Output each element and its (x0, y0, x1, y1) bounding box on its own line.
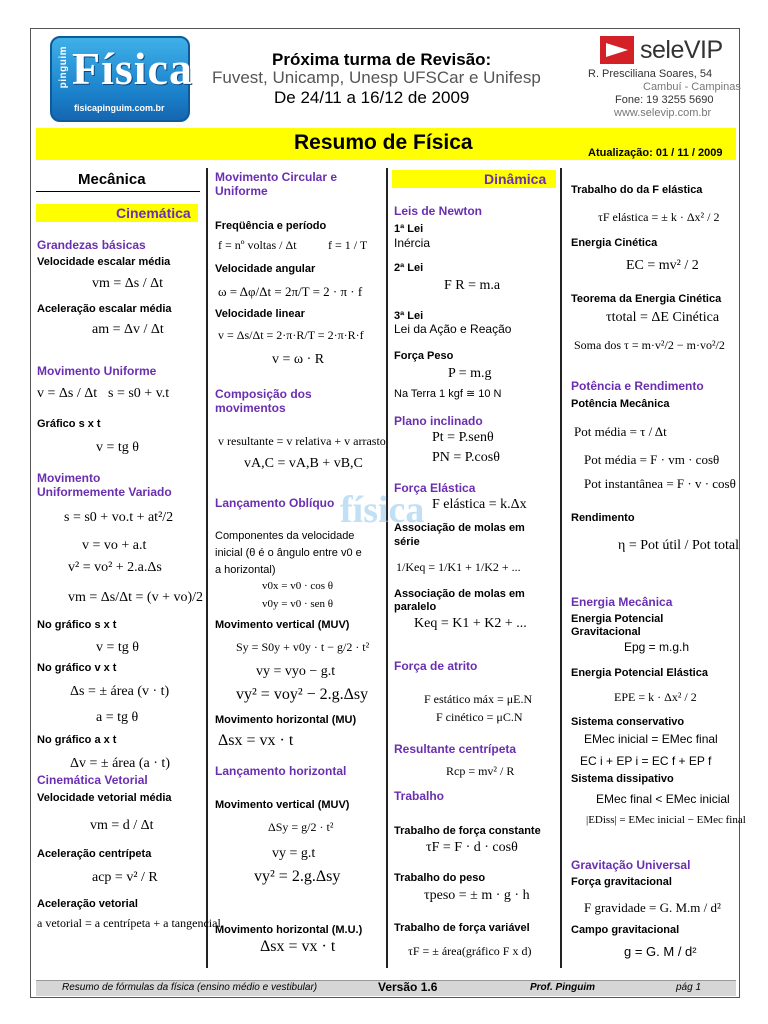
logo-side-text: pinguim (58, 46, 69, 89)
formula-atrito1: F estático máx = μE.N (424, 692, 533, 706)
label-campo-grav: Campo gravitacional (571, 924, 680, 936)
column-divider (560, 168, 562, 968)
formula-teo1: τtotal = ΔE Cinética (606, 310, 720, 325)
label-graf-sxt: Gráfico s x t (37, 418, 101, 430)
formula-diss2: |EDiss| = EMec inicial − EMec final (586, 814, 746, 826)
formula-atrito2: F cinético = μC.N (436, 710, 523, 724)
formula-pt: Pt = P.senθ (432, 430, 494, 445)
label-no-graf-vxt: No gráfico v x t (37, 662, 117, 674)
label-en-cin: Energia Cinética (571, 237, 658, 249)
label-lei1: 1ª Lei (394, 223, 424, 235)
logo-main-text: Física (72, 43, 193, 94)
page-title: Resumo de Física (294, 131, 473, 154)
footer-description: Resumo de fórmulas da física (ensino médio e vestibular) (62, 982, 318, 993)
formula-vyg: vy = g.t (272, 846, 316, 861)
column-divider (206, 168, 208, 968)
text-terra: Na Terra 1 kgf ≅ 10 N (394, 388, 502, 400)
label-en-pot-grav2: Gravitacional (571, 626, 641, 638)
header-line2: Fuvest, Unicamp, Unesp UFSCar e Unifesp (212, 68, 541, 87)
formula-omega: ω = Δφ/Δt = 2π/T = 2 · π · f (218, 284, 363, 299)
label-vel-ang: Velocidade angular (215, 263, 316, 275)
formula-trab-el: τF elástica = ± k · Δx² / 2 (598, 210, 720, 224)
formula-vy3: vy² = 2.g.Δsy (254, 868, 341, 885)
heading-plano: Plano inclinado (394, 414, 483, 428)
formula-tg1: v = tg θ (96, 440, 139, 455)
heading-cin-vet: Cinemática Vetorial (37, 773, 148, 787)
label-trab-peso: Trabalho do peso (394, 872, 486, 884)
formula-vm: vm = Δs / Δt (92, 276, 164, 291)
label-acel-media: Aceleração escalar média (37, 303, 172, 315)
logo-url-text: fisicapinguim.com.br (74, 103, 165, 113)
formula-dsy: ΔSy = g/2 · t² (268, 820, 334, 834)
formula-sx1: Δsx = vx · t (218, 732, 294, 749)
label-trab-var: Trabalho de força variável (394, 922, 530, 934)
formula-sy: Sy = S0y + v0y · t − g/2 · t² (236, 640, 370, 654)
formula-par: Keq = K1 + K2 + ... (414, 616, 527, 631)
label-en-pot-el: Energia Potencial Elástica (571, 667, 708, 679)
formula-serie: 1/Keq = 1/K1 + 1/K2 + ... (396, 560, 521, 574)
label-assoc-serie2: série (394, 536, 420, 548)
heading-result-cp: Resultante centrípeta (394, 742, 517, 756)
label-mov-hor1: Movimento horizontal (MU) (215, 714, 357, 726)
formula-tg2: v = tg θ (96, 640, 139, 655)
heading-comp1: Composição dos (215, 387, 312, 401)
label-forca-peso: Força Peso (394, 350, 454, 362)
formula-area-at: Δv = ± área (a · t) (70, 756, 170, 771)
heading-grandezas: Grandezas básicas (37, 238, 146, 252)
formula-vlin1: v = Δs/Δt = 2·π·R/T = 2·π·R·f (218, 328, 364, 342)
label-no-graf-sxt: No gráfico s x t (37, 619, 117, 631)
footer-author: Prof. Pinguim (530, 982, 595, 993)
label-lei3: 3ª Lei (394, 310, 424, 322)
formula-pot2: Pot média = F · vm · cosθ (584, 452, 720, 467)
formula-muv-vm: vm = Δs/Δt = (v + vo)/2 (68, 590, 204, 605)
formula-freq1: f = nº voltas / Δt (218, 238, 297, 252)
formula-trab1: τF = F · d · cosθ (426, 840, 518, 855)
formula-vet-vm: vm = d / Δt (90, 818, 154, 833)
label-trab-const: Trabalho de força constante (394, 825, 541, 837)
label-mov-vert2: Movimento vertical (MUV) (215, 799, 350, 811)
footer-version: Versão 1.6 (378, 980, 438, 994)
heading-leis: Leis de Newton (394, 204, 483, 218)
label-assoc-par1: Associação de molas em (394, 588, 525, 600)
formula-area-vt: Δs = ± área (v · t) (70, 684, 170, 699)
label-mov-hor2: Movimento horizontal (M.U.) (215, 924, 363, 936)
mecanica-underline (36, 191, 200, 192)
formula-acp: acp = v² / R (92, 870, 158, 885)
heading-mcu2: Uniforme (215, 184, 268, 198)
formula-fel: F elástica = k.Δx (432, 497, 527, 512)
formula-ec: EC = mv² / 2 (626, 258, 699, 273)
formula-mu-s: s = s0 + v.t (108, 386, 170, 401)
label-sis-cons: Sistema conservativo (571, 716, 685, 728)
label-no-graf-axt: No gráfico a x t (37, 734, 117, 746)
formula-cons1: EMec inicial = EMec final (584, 732, 718, 746)
text-inercia: Inércia (394, 236, 431, 250)
formula-pn: PN = P.cosθ (432, 450, 500, 465)
formula-peso: P = m.g (448, 366, 492, 381)
formula-muv-s: s = s0 + vo.t + at²/2 (64, 510, 174, 525)
label-acel-cp: Aceleração centrípeta (37, 848, 152, 860)
formula-sx2: Δsx = vx · t (260, 938, 336, 955)
formula-epe: EPE = k · Δx² / 2 (614, 690, 697, 704)
heading-lanc-obl: Lançamento Oblíquo (215, 496, 335, 510)
label-rendimento: Rendimento (571, 512, 635, 524)
header-line3: De 24/11 a 16/12 de 2009 (274, 88, 470, 107)
formula-vy: vy = vyo − g.t (256, 664, 336, 679)
formula-vlin2: v = ω · R (272, 352, 325, 367)
formula-epg: Epg = m.g.h (624, 640, 690, 654)
selevip-address1: R. Presciliana Soares, 54 (588, 68, 713, 80)
heading-muv2: Uniformemente Variado (37, 485, 172, 499)
label-vel-vet: Velocidade vetorial média (37, 792, 172, 804)
formula-am: am = Δv / Δt (92, 322, 164, 337)
formula-torricelli: v² = vo² + 2.a.Δs (68, 560, 162, 575)
text-acao: Lei da Ação e Reação (394, 322, 512, 336)
formula-trab2: τpeso = ± m · g · h (424, 888, 530, 903)
heading-en-mec: Energia Mecânica (571, 595, 673, 609)
formula-comp1: v resultante = v relativa + v arrasto (218, 434, 386, 448)
formula-v0x: v0x = v0 · cos θ (262, 580, 334, 592)
header-line1: Próxima turma de Revisão: (272, 50, 492, 69)
section-dinamica: Dinâmica (484, 171, 547, 187)
update-date: Atualização: 01 / 11 / 2009 (588, 147, 723, 159)
formula-trab3: τF = ± área(gráfico F x d) (408, 944, 532, 958)
formula-fr: F R = m.a (444, 278, 501, 293)
heading-mcu1: Movimento Circular e (215, 170, 338, 184)
heading-comp2: movimentos (215, 401, 286, 415)
selevip-address2: Cambuí - Campinas (643, 81, 741, 93)
label-teorema: Teorema da Energia Cinética (571, 293, 722, 305)
formula-vy2: vy² = voy² − 2.g.Δsy (236, 686, 369, 703)
label-assoc-par2: paralelo (394, 601, 437, 613)
heading-grav-univ: Gravitação Universal (571, 858, 691, 872)
label-lei2: 2ª Lei (394, 262, 424, 274)
label-sis-diss: Sistema dissipativo (571, 773, 674, 785)
heading-forca-el: Força Elástica (394, 481, 476, 495)
formula-grav: F gravidade = G. M.m / d² (584, 900, 721, 915)
heading-muv1: Movimento (37, 471, 101, 485)
formula-diss1: EMec final < EMec inicial (596, 792, 730, 806)
label-acel-vet: Aceleração vetorial (37, 898, 138, 910)
text-comp-vel1: Componentes da velocidade (215, 530, 355, 542)
formula-comp2: vA,C = vA,B + vB,C (244, 456, 363, 471)
label-vel-lin: Velocidade linear (215, 308, 305, 320)
heading-mu: Movimento Uniforme (37, 364, 157, 378)
formula-tg3: a = tg θ (96, 710, 139, 725)
formula-campo: g = G. M / d² (624, 944, 697, 959)
heading-atrito: Força de atrito (394, 659, 478, 673)
formula-pot3: Pot instantânea = F · v · cosθ (584, 476, 736, 491)
formula-teo2: Soma dos τ = m·v²/2 − m·vo²/2 (574, 338, 725, 352)
formula-freq2: f = 1 / T (328, 238, 368, 252)
formula-mu-v: v = Δs / Δt (37, 386, 98, 401)
text-comp-vel2: inicial (θ é o ângulo entre v0 e (215, 547, 362, 559)
heading-pot-rend: Potência e Rendimento (571, 379, 704, 393)
label-vel-media: Velocidade escalar média (37, 256, 171, 268)
text-comp-vel3: a horizontal) (215, 564, 276, 576)
heading-lanc-hor: Lançamento horizontal (215, 764, 347, 778)
label-forca-grav: Força gravitacional (571, 876, 672, 888)
selevip-phone: Fone: 19 3255 5690 (615, 94, 714, 106)
label-assoc-serie1: Associação de molas em (394, 522, 525, 534)
selevip-url[interactable]: www.selevip.com.br (614, 107, 712, 119)
watermark-text: física (340, 489, 425, 531)
label-en-pot-grav1: Energia Potencial (571, 613, 664, 625)
formula-muv-v: v = vo + a.t (82, 538, 147, 553)
selevip-logo-icon (600, 36, 634, 64)
section-cinematica: Cinemática (116, 205, 191, 221)
label-freq: Freqüência e período (215, 220, 327, 232)
heading-trabalho: Trabalho (394, 789, 445, 803)
section-mecanica: Mecânica (78, 171, 146, 188)
label-pot-mec: Potência Mecânica (571, 398, 670, 410)
formula-rend: η = Pot útil / Pot total (618, 538, 740, 553)
formula-cons2: EC i + EP i = EC f + EP f (580, 754, 712, 768)
label-trab-el: Trabalho do da F elástica (571, 184, 703, 196)
label-mov-vert1: Movimento vertical (MUV) (215, 619, 350, 631)
formula-avet: a vetorial = a centrípeta + a tangencial (37, 916, 221, 930)
footer-page-number: pág 1 (676, 982, 702, 993)
formula-v0y: v0y = v0 · sen θ (262, 598, 334, 610)
formula-pot1: Pot média = τ / Δt (574, 424, 667, 439)
selevip-name: seleVIP (640, 36, 723, 64)
formula-rcp: Rcp = mv² / R (446, 764, 515, 778)
column-divider (386, 168, 388, 968)
